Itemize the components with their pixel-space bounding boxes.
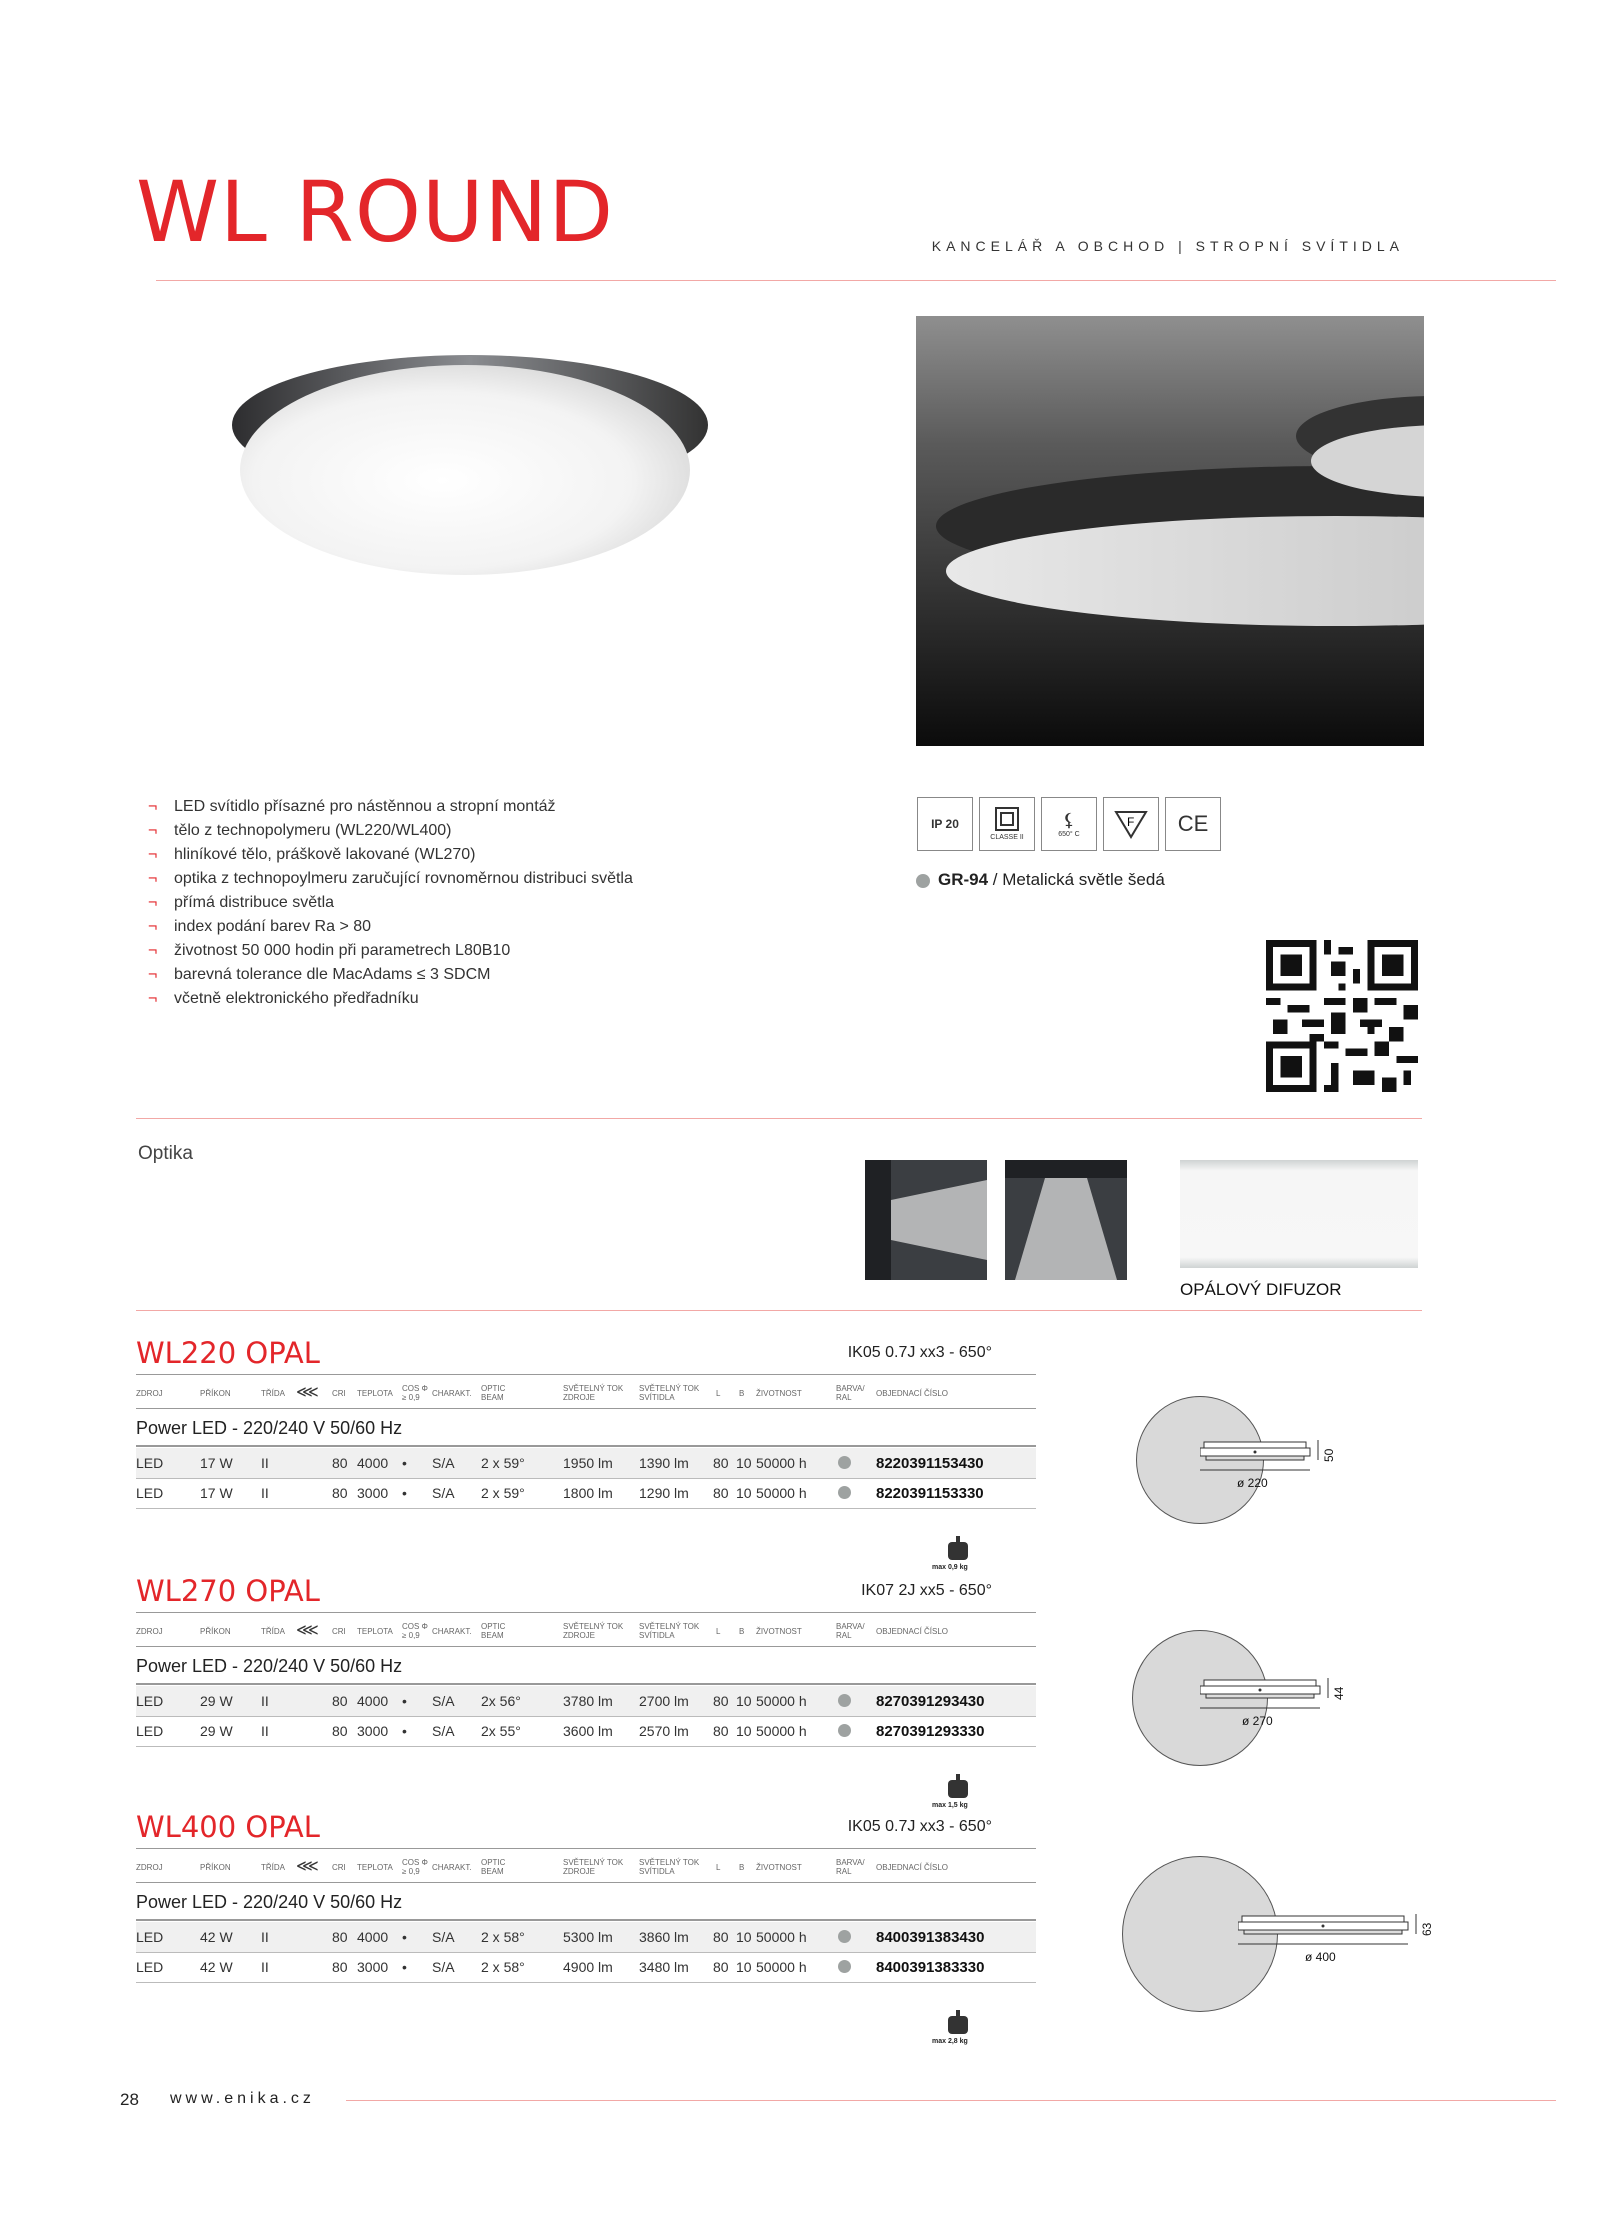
hdr-l: L xyxy=(716,1627,721,1636)
feature-item: ¬ hliníkové tělo, práškově lakované (WL270) xyxy=(148,843,633,867)
cell-svz: 1800 lm xyxy=(563,1485,613,1501)
cell-svs: 3480 lm xyxy=(639,1959,689,1975)
table-row xyxy=(136,1478,1036,1509)
cell-teplota: 4000 xyxy=(357,1693,389,1709)
diameter-label: ø 400 xyxy=(1305,1950,1336,1964)
cell-cos: • xyxy=(402,1959,407,1975)
hdr-svz1: SVĚTELNÝ TOK xyxy=(563,1858,624,1867)
cell-l: 80 xyxy=(713,1485,729,1501)
hdr-svs2: SVÍTIDLA xyxy=(639,1393,675,1402)
cell-charakt: S/A xyxy=(432,1929,455,1945)
hdr-teplota: TEPLOTA xyxy=(357,1389,393,1398)
hdr-svs1: SVĚTELNÝ TOK xyxy=(639,1622,700,1631)
cell-cri: 80 xyxy=(332,1693,348,1709)
power-spec: Power LED - 220/240 V 50/60 Hz xyxy=(136,1656,403,1676)
cell-zdroj: LED xyxy=(136,1929,164,1945)
hdr-svs2: SVÍTIDLA xyxy=(639,1867,675,1876)
feature-item: ¬ LED svítidlo přísazné pro nástěnnou a stropní montáž xyxy=(148,795,633,819)
cell-b: 10 xyxy=(736,1693,752,1709)
cell-charakt: S/A xyxy=(432,1959,455,1975)
hdr-svz1: SVĚTELNÝ TOK xyxy=(563,1384,624,1393)
cell-charakt: S/A xyxy=(432,1693,455,1709)
hdr-cos2: ≥ 0,9 xyxy=(402,1867,420,1876)
order-code[interactable]: 8220391153330 xyxy=(876,1485,984,1502)
optika-label: Optika xyxy=(138,1143,193,1164)
feature-item: ¬ včetně elektronického předřadníku xyxy=(148,987,633,1011)
cell-cos: • xyxy=(402,1723,407,1739)
cell-charakt: S/A xyxy=(432,1455,455,1471)
cell-cri: 80 xyxy=(332,1455,348,1471)
header-rule xyxy=(136,1408,1036,1409)
ik-rating: IK07 2J xx5 - 650° xyxy=(861,1582,992,1599)
diameter-label: ø 270 xyxy=(1242,1714,1273,1728)
hdr-cos1: COS Φ xyxy=(402,1622,428,1631)
cell-ziv: 50000 h xyxy=(756,1959,807,1975)
hdr-prikon: PŘÍKON xyxy=(200,1389,231,1398)
cell-beam: 2 x 58° xyxy=(481,1959,525,1975)
hdr-cri: CRI xyxy=(332,1627,346,1636)
hdr-cos2: ≥ 0,9 xyxy=(402,1393,420,1402)
order-code[interactable]: 8270391293330 xyxy=(876,1723,985,1740)
cell-charakt: S/A xyxy=(432,1723,455,1739)
cell-svz: 4900 lm xyxy=(563,1959,613,1975)
cell-cri: 80 xyxy=(332,1723,348,1739)
feature-item: ¬ přímá distribuce světla xyxy=(148,891,633,915)
cell-teplota: 3000 xyxy=(357,1959,389,1975)
product-photo xyxy=(220,330,720,600)
energy-class-icon: ⋘ xyxy=(296,1858,319,1875)
product-title: WL220 OPAL xyxy=(136,1336,320,1370)
hdr-b: B xyxy=(739,1863,745,1872)
hdr-barva2: RAL xyxy=(836,1867,852,1876)
hdr-zdroj: ZDROJ xyxy=(136,1863,163,1872)
hdr-optic2: BEAM xyxy=(481,1393,504,1402)
hdr-optic1: OPTIC xyxy=(481,1858,506,1867)
cell-trida: II xyxy=(261,1929,269,1945)
cell-svz: 3600 lm xyxy=(563,1723,613,1739)
feature-item: ¬ index podání barev Ra > 80 xyxy=(148,915,633,939)
hdr-obj: OBJEDNACÍ ČÍSLO xyxy=(876,1863,949,1872)
cell-svs: 1290 lm xyxy=(639,1485,689,1501)
cell-svz: 1950 lm xyxy=(563,1455,613,1471)
cell-zdroj: LED xyxy=(136,1455,164,1471)
cell-ziv: 50000 h xyxy=(756,1485,807,1501)
cell-l: 80 xyxy=(713,1959,729,1975)
color-swatch xyxy=(916,874,930,888)
temp-label: 650° C xyxy=(1058,831,1080,838)
cell-teplota: 4000 xyxy=(357,1455,389,1471)
cell-cos: • xyxy=(402,1485,407,1501)
cell-ziv: 50000 h xyxy=(756,1693,807,1709)
table-row xyxy=(136,1922,1036,1953)
energy-class-icon: ⋘ xyxy=(296,1622,319,1639)
hdr-l: L xyxy=(716,1389,721,1398)
hdr-zivotnost: ŽIVOTNOST xyxy=(756,1627,802,1636)
class-label: CLASSE II xyxy=(990,834,1024,841)
product-title: WL270 OPAL xyxy=(136,1574,320,1608)
hdr-l: L xyxy=(716,1863,721,1872)
color-dot xyxy=(838,1960,851,1973)
order-code[interactable]: 8270391293430 xyxy=(876,1693,985,1710)
cell-l: 80 xyxy=(713,1693,729,1709)
color-code: GR-94 xyxy=(938,870,989,889)
power-rule xyxy=(136,1683,1036,1685)
cell-l: 80 xyxy=(713,1455,729,1471)
color-dot xyxy=(838,1694,851,1707)
hdr-charakt: CHARAKT. xyxy=(432,1863,472,1872)
side-view-drawing xyxy=(1200,1678,1340,1718)
installation-photo xyxy=(916,316,1424,746)
cell-trida: II xyxy=(261,1723,269,1739)
hdr-svz2: ZDROJE xyxy=(563,1631,595,1640)
color-dot xyxy=(838,1456,851,1469)
cell-beam: 2 x 59° xyxy=(481,1485,525,1501)
power-spec: Power LED - 220/240 V 50/60 Hz xyxy=(136,1418,403,1438)
side-view-drawing xyxy=(1238,1914,1428,1954)
max-weight: max 2,8 kg xyxy=(932,2038,968,2045)
hdr-svz2: ZDROJE xyxy=(563,1393,595,1402)
hdr-optic1: OPTIC xyxy=(481,1622,506,1631)
feature-item: ¬ životnost 50 000 hodin při parametrech L80B10 xyxy=(148,939,633,963)
hdr-zivotnost: ŽIVOTNOST xyxy=(756,1863,802,1872)
optika-divider-top xyxy=(136,1118,1422,1119)
footer-divider xyxy=(346,2100,1556,2101)
ip20-icon xyxy=(917,797,973,851)
header-rule xyxy=(136,1882,1036,1883)
cell-l: 80 xyxy=(713,1723,729,1739)
website-link[interactable]: www.enika.cz xyxy=(170,2090,315,2107)
cell-cri: 80 xyxy=(332,1485,348,1501)
power-spec: Power LED - 220/240 V 50/60 Hz xyxy=(136,1892,403,1912)
qr-code-icon xyxy=(1266,940,1418,1092)
class2-icon xyxy=(979,797,1035,851)
height-label: 63 xyxy=(1420,1922,1434,1936)
hdr-barva1: BARVA/ xyxy=(836,1384,865,1393)
cell-ziv: 50000 h xyxy=(756,1929,807,1945)
cell-zdroj: LED xyxy=(136,1693,164,1709)
energy-class-icon: ⋘ xyxy=(296,1384,319,1401)
ceiling-beam-icon xyxy=(1005,1160,1127,1280)
cell-ziv: 50000 h xyxy=(756,1723,807,1739)
color-variant xyxy=(916,870,1165,890)
ce-mark-icon xyxy=(1165,797,1221,851)
hdr-cri: CRI xyxy=(332,1389,346,1398)
weight-icon xyxy=(945,2010,971,2036)
weight-icon xyxy=(945,1536,971,1562)
category-label: KANCELÁŘ A OBCHOD | STROPNÍ SVÍTIDLA xyxy=(931,238,1404,254)
cell-trida: II xyxy=(261,1455,269,1471)
hdr-optic2: BEAM xyxy=(481,1631,504,1640)
hdr-barva1: BARVA/ xyxy=(836,1622,865,1631)
color-dot xyxy=(838,1930,851,1943)
weight-icon xyxy=(945,1774,971,1800)
hdr-barva1: BARVA/ xyxy=(836,1858,865,1867)
cell-beam: 2x 55° xyxy=(481,1723,521,1739)
cell-svz: 3780 lm xyxy=(563,1693,613,1709)
page-title: WL ROUND xyxy=(136,163,615,261)
hdr-barva2: RAL xyxy=(836,1393,852,1402)
height-label: 44 xyxy=(1332,1686,1346,1700)
feature-item: ¬ optika z technopoylmeru zaručující rovnoměrnou distribuci světla xyxy=(148,867,633,891)
cell-prikon: 42 W xyxy=(200,1929,233,1945)
hdr-svs2: SVÍTIDLA xyxy=(639,1631,675,1640)
cell-beam: 2 x 58° xyxy=(481,1929,525,1945)
hdr-charakt: CHARAKT. xyxy=(432,1627,472,1636)
cell-prikon: 17 W xyxy=(200,1485,233,1501)
cell-zdroj: LED xyxy=(136,1485,164,1501)
opal-diffuser-swatch xyxy=(1180,1160,1418,1268)
order-code[interactable]: 8400391383330 xyxy=(876,1959,985,1976)
hdr-cri: CRI xyxy=(332,1863,346,1872)
feature-item: ¬ tělo z technopolymeru (WL220/WL400) xyxy=(148,819,633,843)
hdr-charakt: CHARAKT. xyxy=(432,1389,472,1398)
cell-teplota: 4000 xyxy=(357,1929,389,1945)
title-rule xyxy=(136,1612,1036,1613)
cell-svz: 5300 lm xyxy=(563,1929,613,1945)
hdr-prikon: PŘÍKON xyxy=(200,1863,231,1872)
cell-svs: 1390 lm xyxy=(639,1455,689,1471)
table-row xyxy=(136,1448,1036,1479)
cell-beam: 2x 56° xyxy=(481,1693,521,1709)
color-dot xyxy=(838,1486,851,1499)
cell-svs: 2700 lm xyxy=(639,1693,689,1709)
cell-b: 10 xyxy=(736,1723,752,1739)
hdr-cos1: COS Φ xyxy=(402,1858,428,1867)
hdr-barva2: RAL xyxy=(836,1631,852,1640)
cell-b: 10 xyxy=(736,1455,752,1471)
cell-l: 80 xyxy=(713,1929,729,1945)
cell-cos: • xyxy=(402,1929,407,1945)
ik-rating: IK05 0.7J xx3 - 650° xyxy=(847,1344,992,1361)
cell-trida: II xyxy=(261,1693,269,1709)
hdr-prikon: PŘÍKON xyxy=(200,1627,231,1636)
hdr-cos1: COS Φ xyxy=(402,1384,428,1393)
color-dot xyxy=(838,1724,851,1737)
cell-cos: • xyxy=(402,1455,407,1471)
cell-cri: 80 xyxy=(332,1959,348,1975)
height-label: 50 xyxy=(1322,1448,1336,1462)
cell-trida: II xyxy=(261,1485,269,1501)
cell-zdroj: LED xyxy=(136,1723,164,1739)
hdr-svz2: ZDROJE xyxy=(563,1867,595,1876)
hdr-b: B xyxy=(739,1389,745,1398)
table-row xyxy=(136,1716,1036,1747)
hdr-trida: TŘÍDA xyxy=(261,1863,285,1872)
order-code[interactable]: 8220391153430 xyxy=(876,1455,984,1472)
power-rule xyxy=(136,1445,1036,1447)
hdr-svz1: SVĚTELNÝ TOK xyxy=(563,1622,624,1631)
cell-prikon: 17 W xyxy=(200,1455,233,1471)
color-name: / Metalická světle šedá xyxy=(988,870,1165,889)
header-divider xyxy=(156,280,1556,281)
hdr-cos2: ≥ 0,9 xyxy=(402,1631,420,1640)
hdr-b: B xyxy=(739,1627,745,1636)
feature-item: ¬ barevná tolerance dle MacAdams ≤ 3 SDCM xyxy=(148,963,633,987)
title-rule xyxy=(136,1374,1036,1375)
hdr-obj: OBJEDNACÍ ČÍSLO xyxy=(876,1627,949,1636)
product-title: WL400 OPAL xyxy=(136,1810,320,1844)
cell-svs: 2570 lm xyxy=(639,1723,689,1739)
ce-text: CE xyxy=(1177,811,1209,836)
cell-trida: II xyxy=(261,1959,269,1975)
cell-cos: • xyxy=(402,1693,407,1709)
feature-list xyxy=(148,795,633,1011)
glow-wire-icon: ⚸ 650° C xyxy=(1041,797,1097,851)
hdr-trida: TŘÍDA xyxy=(261,1389,285,1398)
cell-b: 10 xyxy=(736,1959,752,1975)
max-weight: max 0,9 kg xyxy=(932,1564,968,1571)
cell-prikon: 29 W xyxy=(200,1693,233,1709)
hdr-zdroj: ZDROJ xyxy=(136,1627,163,1636)
cell-beam: 2 x 59° xyxy=(481,1455,525,1471)
hdr-optic2: BEAM xyxy=(481,1867,504,1876)
ip-label: IP 20 xyxy=(931,817,959,831)
cell-prikon: 29 W xyxy=(200,1723,233,1739)
cell-teplota: 3000 xyxy=(357,1723,389,1739)
table-row xyxy=(136,1686,1036,1717)
title-rule xyxy=(136,1848,1036,1849)
ik-rating: IK05 0.7J xx3 - 650° xyxy=(847,1818,992,1835)
hdr-obj: OBJEDNACÍ ČÍSLO xyxy=(876,1389,949,1398)
max-weight: max 1,5 kg xyxy=(932,1802,968,1809)
hdr-zivotnost: ŽIVOTNOST xyxy=(756,1389,802,1398)
hdr-zdroj: ZDROJ xyxy=(136,1389,163,1398)
cell-b: 10 xyxy=(736,1485,752,1501)
side-view-drawing xyxy=(1200,1440,1330,1480)
diameter-label: ø 220 xyxy=(1237,1476,1268,1490)
cell-cri: 80 xyxy=(332,1929,348,1945)
table-row xyxy=(136,1952,1036,1983)
f-mark-icon xyxy=(1103,797,1159,851)
header-rule xyxy=(136,1646,1036,1647)
cell-b: 10 xyxy=(736,1929,752,1945)
hdr-teplota: TEPLOTA xyxy=(357,1863,393,1872)
cell-zdroj: LED xyxy=(136,1959,164,1975)
wall-beam-icon xyxy=(865,1160,987,1280)
optika-divider-bottom xyxy=(136,1310,1422,1311)
hdr-teplota: TEPLOTA xyxy=(357,1627,393,1636)
difuzor-label: OPÁLOVÝ DIFUZOR xyxy=(1180,1280,1342,1299)
cell-svs: 3860 lm xyxy=(639,1929,689,1945)
page-number: 28 xyxy=(120,2090,139,2109)
order-code[interactable]: 8400391383430 xyxy=(876,1929,985,1946)
power-rule xyxy=(136,1919,1036,1921)
hdr-svs1: SVĚTELNÝ TOK xyxy=(639,1858,700,1867)
cell-ziv: 50000 h xyxy=(756,1455,807,1471)
cell-prikon: 42 W xyxy=(200,1959,233,1975)
hdr-trida: TŘÍDA xyxy=(261,1627,285,1636)
f-mark-text: F xyxy=(1127,815,1135,829)
hdr-svs1: SVĚTELNÝ TOK xyxy=(639,1384,700,1393)
cell-charakt: S/A xyxy=(432,1485,455,1501)
hdr-optic1: OPTIC xyxy=(481,1384,506,1393)
cell-teplota: 3000 xyxy=(357,1485,389,1501)
